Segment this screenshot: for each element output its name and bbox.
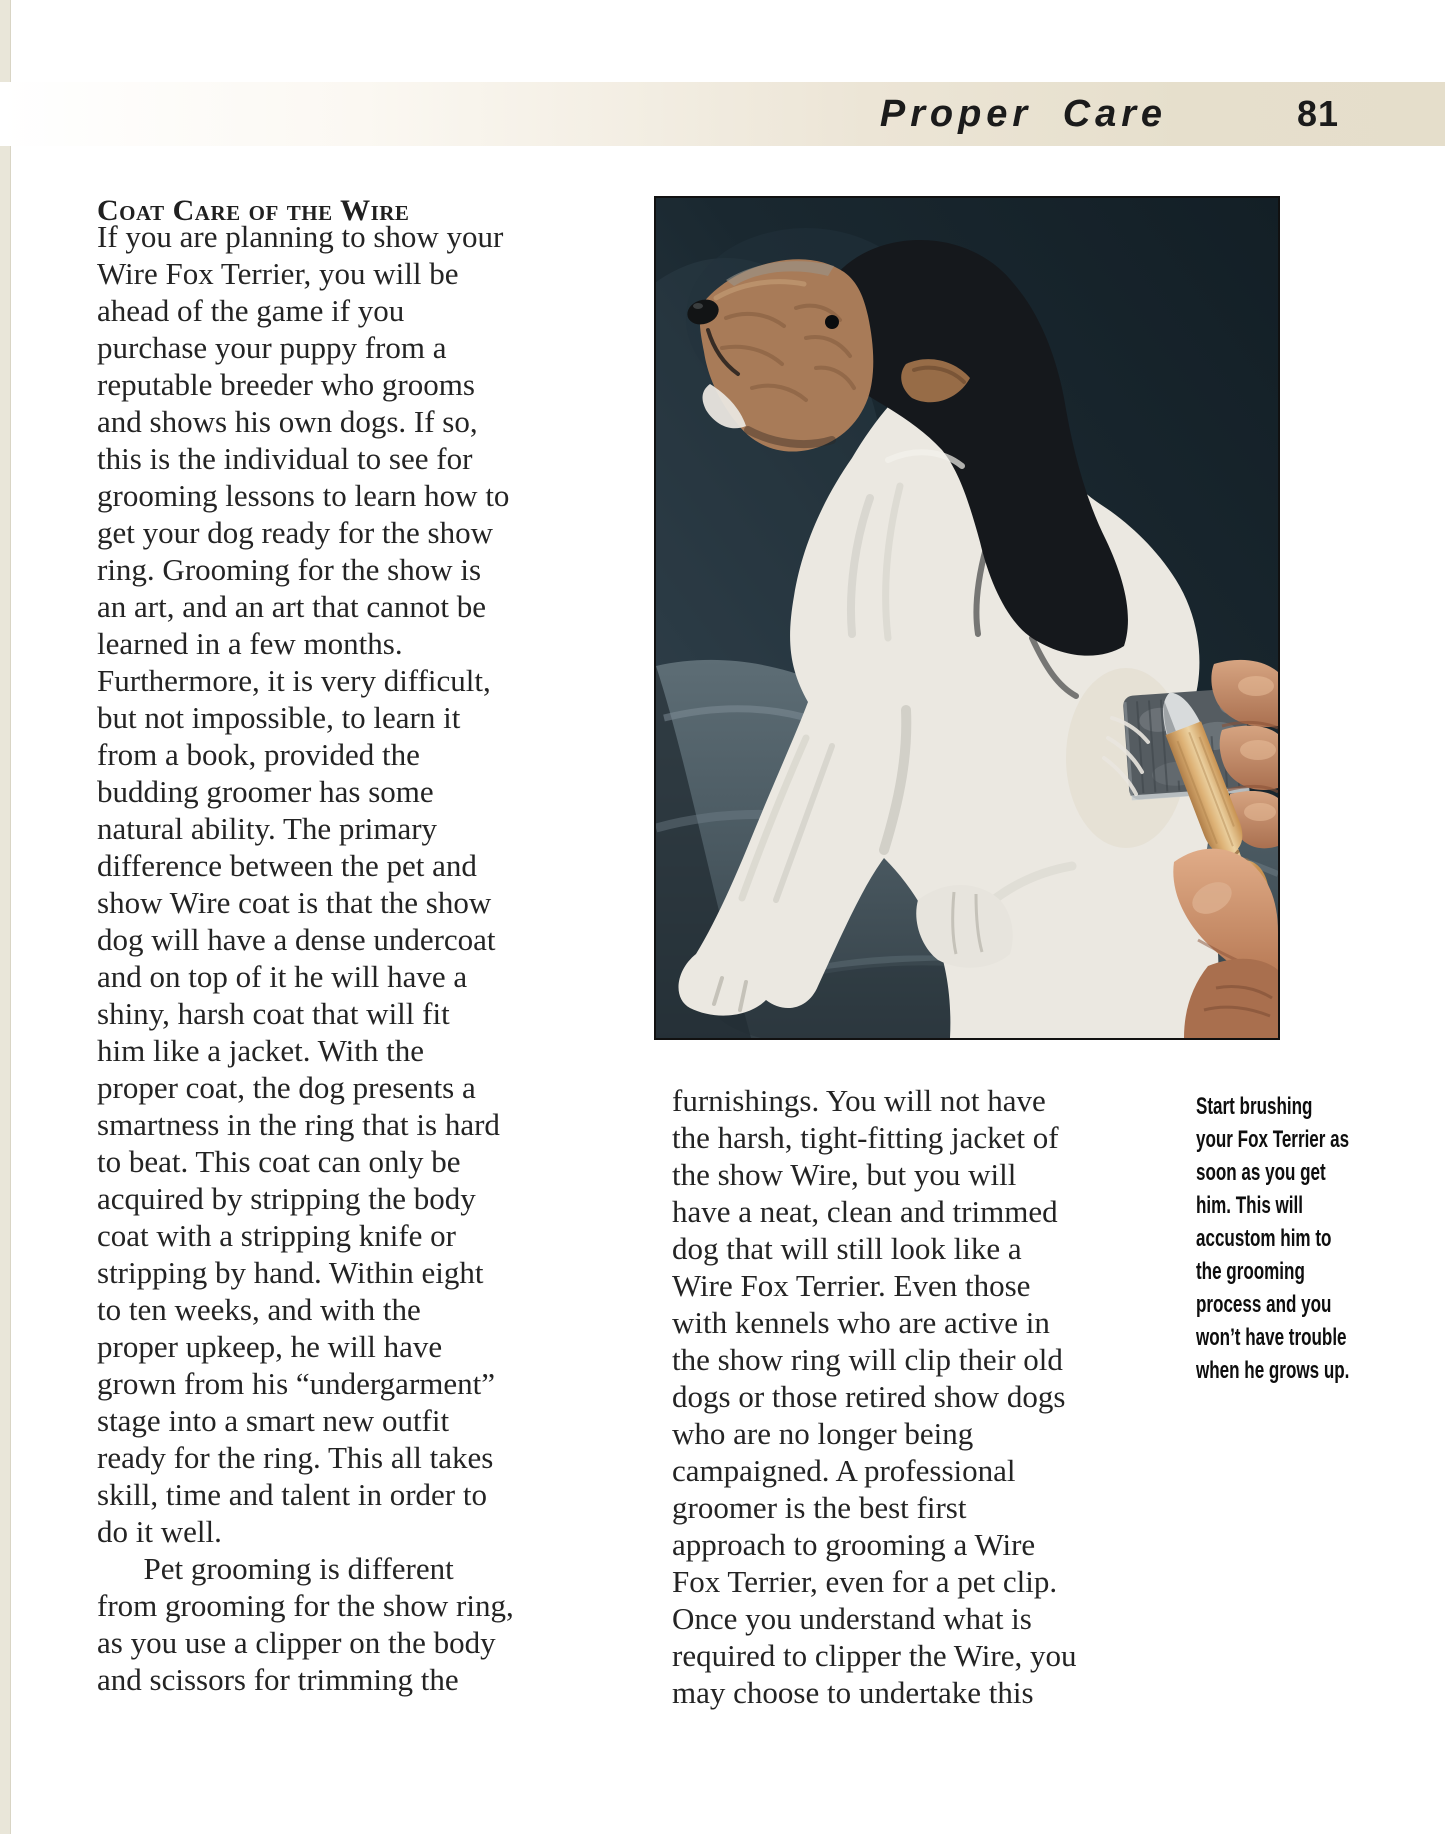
text-line: the show Wire, but you will xyxy=(672,1157,1017,1192)
puppy-brushing-photo xyxy=(656,198,1278,1038)
photo-frame xyxy=(654,196,1280,1040)
body-column-1 xyxy=(97,218,602,1698)
text-line: natural ability. The primary xyxy=(97,811,438,846)
caption-line: your Fox Terrier as xyxy=(1196,1126,1350,1153)
text-line: budding groomer has some xyxy=(97,774,434,809)
text-line: proper upkeep, he will have xyxy=(97,1329,443,1364)
text-line: groomer is the best first xyxy=(672,1490,967,1525)
text-line: have a neat, clean and trimmed xyxy=(672,1194,1058,1229)
text-line: ahead of the game if you xyxy=(97,293,405,328)
text-line: him like a jacket. With the xyxy=(97,1033,425,1068)
text-line: and scissors for trimming the xyxy=(97,1662,459,1697)
text-line: and on top of it he will have a xyxy=(97,959,468,994)
text-line: stage into a smart new outfit xyxy=(97,1403,450,1438)
text-line: If you are planning to show your xyxy=(97,219,504,254)
text-line: dogs or those retired show dogs xyxy=(672,1379,1066,1414)
text-line: this is the individual to see for xyxy=(97,441,473,476)
text-line: difference between the pet and xyxy=(97,848,477,883)
caption-line: the grooming xyxy=(1196,1258,1305,1285)
caption-line: soon as you get xyxy=(1196,1159,1326,1186)
text-line: and shows his own dogs. If so, xyxy=(97,404,478,439)
text-line: the harsh, tight-fitting jacket of xyxy=(672,1120,1059,1155)
caption-line: him. This will xyxy=(1196,1192,1303,1219)
text-line: an art, and an art that cannot be xyxy=(97,589,487,624)
text-line: dog that will still look like a xyxy=(672,1231,1022,1266)
text-line: but not impossible, to learn it xyxy=(97,700,461,735)
text-line: with kennels who are active in xyxy=(672,1305,1050,1340)
text-line: the show ring will clip their old xyxy=(672,1342,1063,1377)
text-line: Pet grooming is different xyxy=(97,1551,454,1586)
text-line: ring. Grooming for the show is xyxy=(97,552,482,587)
text-line: reputable breeder who grooms xyxy=(97,367,475,402)
text-line: as you use a clipper on the body xyxy=(97,1625,496,1660)
text-line: grooming lessons to learn how to xyxy=(97,478,510,513)
text-line: required to clipper the Wire, you xyxy=(672,1638,1077,1673)
text-line: smartness in the ring that is hard xyxy=(97,1107,500,1142)
text-line: may choose to undertake this xyxy=(672,1675,1034,1710)
puppy-eye xyxy=(825,315,839,329)
text-line: learned in a few months. xyxy=(97,626,403,661)
text-line: dog will have a dense undercoat xyxy=(97,922,496,957)
text-line: from a book, provided the xyxy=(97,737,420,772)
text-line: do it well. xyxy=(97,1514,222,1549)
text-line: acquired by stripping the body xyxy=(97,1181,476,1216)
header-title: Proper Care xyxy=(879,93,1167,135)
text-line: campaigned. A professional xyxy=(672,1453,1016,1488)
text-line: to beat. This coat can only be xyxy=(97,1144,461,1179)
text-line: skill, time and talent in order to xyxy=(97,1477,487,1512)
text-line: to ten weeks, and with the xyxy=(97,1292,421,1327)
text-line: coat with a stripping knife or xyxy=(97,1218,456,1253)
text-line: furnishings. You will not have xyxy=(672,1083,1046,1118)
body-column-2 xyxy=(672,1082,1177,1711)
caption-line: won’t have trouble xyxy=(1196,1324,1347,1351)
text-line: show Wire coat is that the show xyxy=(97,885,492,920)
text-line: Furthermore, it is very difficult, xyxy=(97,663,491,698)
text-line: proper coat, the dog presents a xyxy=(97,1070,476,1105)
page-number: 81 xyxy=(1297,93,1340,134)
caption-line: Start brushing xyxy=(1196,1093,1313,1120)
caption-line: when he grows up. xyxy=(1196,1357,1350,1384)
text-line: Wire Fox Terrier, you will be xyxy=(97,256,459,291)
caption-line: process and you xyxy=(1196,1291,1332,1318)
article-heading: Coat Care of the Wire xyxy=(97,194,410,227)
text-line: approach to grooming a Wire xyxy=(672,1527,1036,1562)
text-line: shiny, harsh coat that will fit xyxy=(97,996,450,1031)
caption-line: accustom him to xyxy=(1196,1225,1332,1252)
text-line: grown from his “undergarment” xyxy=(97,1366,496,1401)
text-line: from grooming for the show ring, xyxy=(97,1588,514,1623)
photo-caption xyxy=(1196,1090,1406,1387)
header-bar xyxy=(0,82,1445,146)
text-line: who are no longer being xyxy=(672,1416,974,1451)
text-line: Once you understand what is xyxy=(672,1601,1032,1636)
text-line: Fox Terrier, even for a pet clip. xyxy=(672,1564,1058,1599)
text-line: Wire Fox Terrier. Even those xyxy=(672,1268,1031,1303)
text-line: stripping by hand. Within eight xyxy=(97,1255,484,1290)
page-edge-strip xyxy=(0,0,11,1834)
text-line: purchase your puppy from a xyxy=(97,330,447,365)
text-line: ready for the ring. This all takes xyxy=(97,1440,494,1475)
text-line: get your dog ready for the show xyxy=(97,515,494,550)
